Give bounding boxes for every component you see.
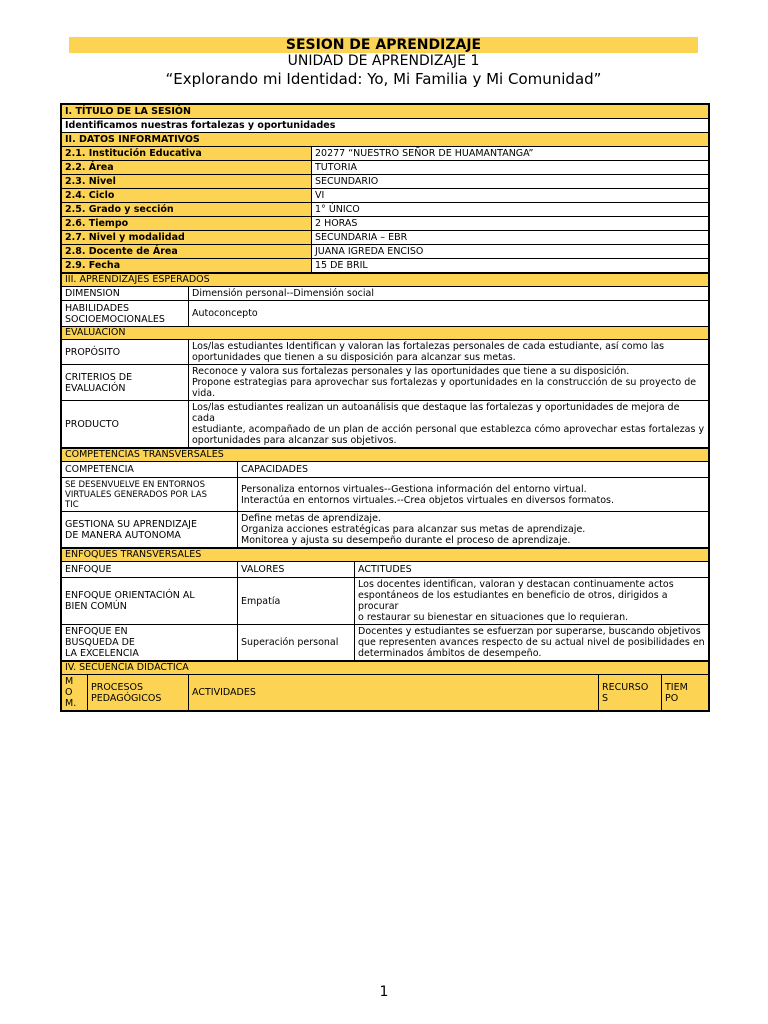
datos-label: 2.3. Nivel [62,175,312,189]
procesos-line: PEDAGÓGICOS [91,692,162,704]
datos-value: TUTORIA [312,161,709,175]
section-heading-competencias: COMPETENCIAS TRANSVERSALES [62,449,709,462]
habilidades-label [62,301,189,327]
valor-superacion: Superación personal [238,625,355,661]
producto-line: oportunidades para alcanzar sus objetivos. [192,435,397,446]
actitud-line: Docentes y estudiantes se esfuerzan por superarse, buscando objetivos [358,626,701,637]
tiempo-header [662,675,709,711]
proposito-label: PROPÓSITO [62,340,189,365]
datos-label: 2.2. Área [62,161,312,175]
enfoque-excelencia [62,625,238,661]
criterios-line: Propone estrategias para aprovechar sus fortalezas y oportunidades en la construcción de su proyecto de [192,377,697,388]
datos-label: 2.4. Ciclo [62,189,312,203]
section-heading-aprendizajes: III. APRENDIZAJES ESPERADOS [62,274,709,287]
datos-label: 2.9. Fecha [62,259,312,273]
actitudes-header: ACTITUDES [355,562,709,578]
session-name: Identificamos nuestras fortalezas y oportunidades [62,119,709,133]
capacidades-tic [238,478,709,512]
table-row [62,231,709,245]
competencia-line: DE MANERA AUTONOMA [65,529,181,541]
secuencia-table [61,661,709,711]
tiempo-line: TIEM [665,681,688,693]
momento-line: M [65,676,74,687]
criterios-label-line: EVALUACIÓN [65,382,126,394]
section-heading-secuencia: IV. SECUENCIA DIDÁCTICA [62,662,709,675]
section-heading-evaluacion: EVALUACION [62,327,709,340]
capacidad-line: Interactúa en entornos virtuales.--Crea objetos virtuales en diversos formatos. [241,494,614,506]
enfoque-line: LA EXCELENCIA [65,648,139,659]
datos-value: VI [312,189,709,203]
table-row [62,175,709,189]
procesos-line: PROCESOS [91,681,143,693]
table-row [62,245,709,259]
actitudes-bien-comun [355,578,709,625]
competencia-line: TIC [65,499,79,510]
table-row [62,217,709,231]
proposito-value [189,340,709,365]
actitud-line: determinados ámbitos de desempeño. [358,648,542,659]
valores-header: VALORES [238,562,355,578]
criterios-label-line: CRITERIOS DE [65,371,133,383]
producto-line: Los/las estudiantes realizan un autoanálisis que destaque las fortalezas y oportunidades de mejora de cada [192,402,680,424]
proposito-line: Los/las estudiantes Identifican y valoran las fortalezas personales de cada estudiante, así como las [192,341,665,352]
criterios-line: Reconoce y valora sus fortalezas personales y las oportunidades que tiene a su disposición. [192,366,630,377]
datos-label: 2.1. Institución Educativa [62,147,312,161]
tiempo-line: PO [665,692,679,704]
page-number: 1 [379,984,389,1000]
unit-title: “Explorando mi Identidad: Yo, Mi Familia y Mi Comunidad” [165,70,602,88]
producto-line: estudiante, acompañado de un plan de acción personal que establezca cómo aprovechar estas fortalezas y [192,424,705,435]
actitud-line: espontáneos de los estudiantes en beneficio de otros, dirigidos a procurar [358,590,668,612]
table-row [62,189,709,203]
capacidades-header: CAPACIDADES [238,462,709,478]
criterios-line: vida. [192,388,216,399]
datos-label: 2.5. Grado y sección [62,203,312,217]
datos-value: SECUNDARIA – EBR [312,231,709,245]
competencia-autonoma [62,512,238,548]
momento-line: O [65,687,73,698]
enfoque-line: ENFOQUE ORIENTACIÓN AL [65,590,195,601]
dimension-value: Dimensión personal--Dimensión social [189,287,709,301]
capacidades-autonoma [238,512,709,548]
recursos-header [599,675,662,711]
datos-label: 2.8. Docente de Área [62,245,312,259]
enfoque-line: ENFOQUE EN [65,626,128,637]
session-title: SESION DE APRENDIZAJE [69,37,698,53]
section-heading-datos: II. DATOS INFORMATIVOS [62,133,709,147]
competencia-tic [62,478,238,512]
procesos-header [88,675,189,711]
table-row [62,203,709,217]
datos-label: 2.6. Tiempo [62,217,312,231]
competencia-line: GESTIONA SU APRENDIZAJE [65,518,197,530]
proposito-line: oportunidades que tienen a su disposición para alcanzar sus metas. [192,352,516,363]
competencia-line: SE DESENVUELVE EN ENTORNOS [65,479,205,490]
datos-value: 20277 “NUESTRO SEÑOR DE HUAMANTANGA” [312,147,709,161]
actitud-line: Los docentes identifican, valoran y destacan continuamente actos [358,579,674,590]
criterios-label [62,365,189,401]
recursos-line: RECURSO [602,681,649,693]
habilidades-label-line: HABILIDADES [65,302,130,314]
capacidad-line: Personaliza entornos virtuales--Gestiona información del entorno virtual. [241,483,587,495]
capacidad-line: Define metas de aprendizaje. [241,513,381,524]
table-row [62,147,709,161]
datos-value: 15 DE BRIL [312,259,709,273]
datos-value: 2 HORAS [312,217,709,231]
datos-value: 1° ÚNICO [312,203,709,217]
competencias-table [61,448,709,548]
section-heading-titulo: I. TÍTULO DE LA SESIÓN [62,105,709,119]
producto-label: PRODUCTO [62,401,189,448]
producto-value [189,401,709,448]
session-sheet [60,103,710,712]
capacidad-line: Organiza acciones estratégicas para alcanzar sus metas de aprendizaje. [241,524,586,535]
habilidades-label-line: SOCIOEMOCIONALES [65,313,165,325]
capacidad-line: Monitorea y ajusta su desempeño durante el proceso de aprendizaje. [241,535,571,546]
criterios-value [189,365,709,401]
datos-value: JUANA IGREDA ENCISO [312,245,709,259]
actitudes-excelencia [355,625,709,661]
enfoque-bien-comun [62,578,238,625]
table-row [62,161,709,175]
enfoque-header: ENFOQUE [62,562,238,578]
enfoques-table [61,548,709,661]
aprendizajes-table [61,273,709,448]
datos-table [61,104,709,273]
datos-value: SECUNDARIO [312,175,709,189]
actitud-line: que representen avances respecto de su actual nivel de posibilidades en [358,637,705,648]
competencia-line: VIRTUALES GENERADOS POR LAS [65,489,208,500]
datos-label: 2.7. Nivel y modalidad [62,231,312,245]
enfoque-line: BUSQUEDA DE [65,637,135,648]
momento-header [62,675,88,711]
habilidades-value: Autoconcepto [189,301,709,327]
unit-name: UNIDAD DE APRENDIZAJE 1 [287,53,480,69]
actitud-line: o restaurar su bienestar en situaciones que lo requieran. [358,612,629,623]
section-heading-enfoques: ENFOQUES TRANSVERSALES [62,549,709,562]
competencia-header: COMPETENCIA [62,462,238,478]
valor-empatia: Empatía [238,578,355,625]
actividades-header: ACTIVIDADES [189,675,599,711]
table-row [62,259,709,273]
recursos-line: S [602,692,609,704]
dimension-label: DIMENSION [62,287,189,301]
momento-line: M. [65,698,77,709]
enfoque-line: BIEN COMÚN [65,601,127,612]
